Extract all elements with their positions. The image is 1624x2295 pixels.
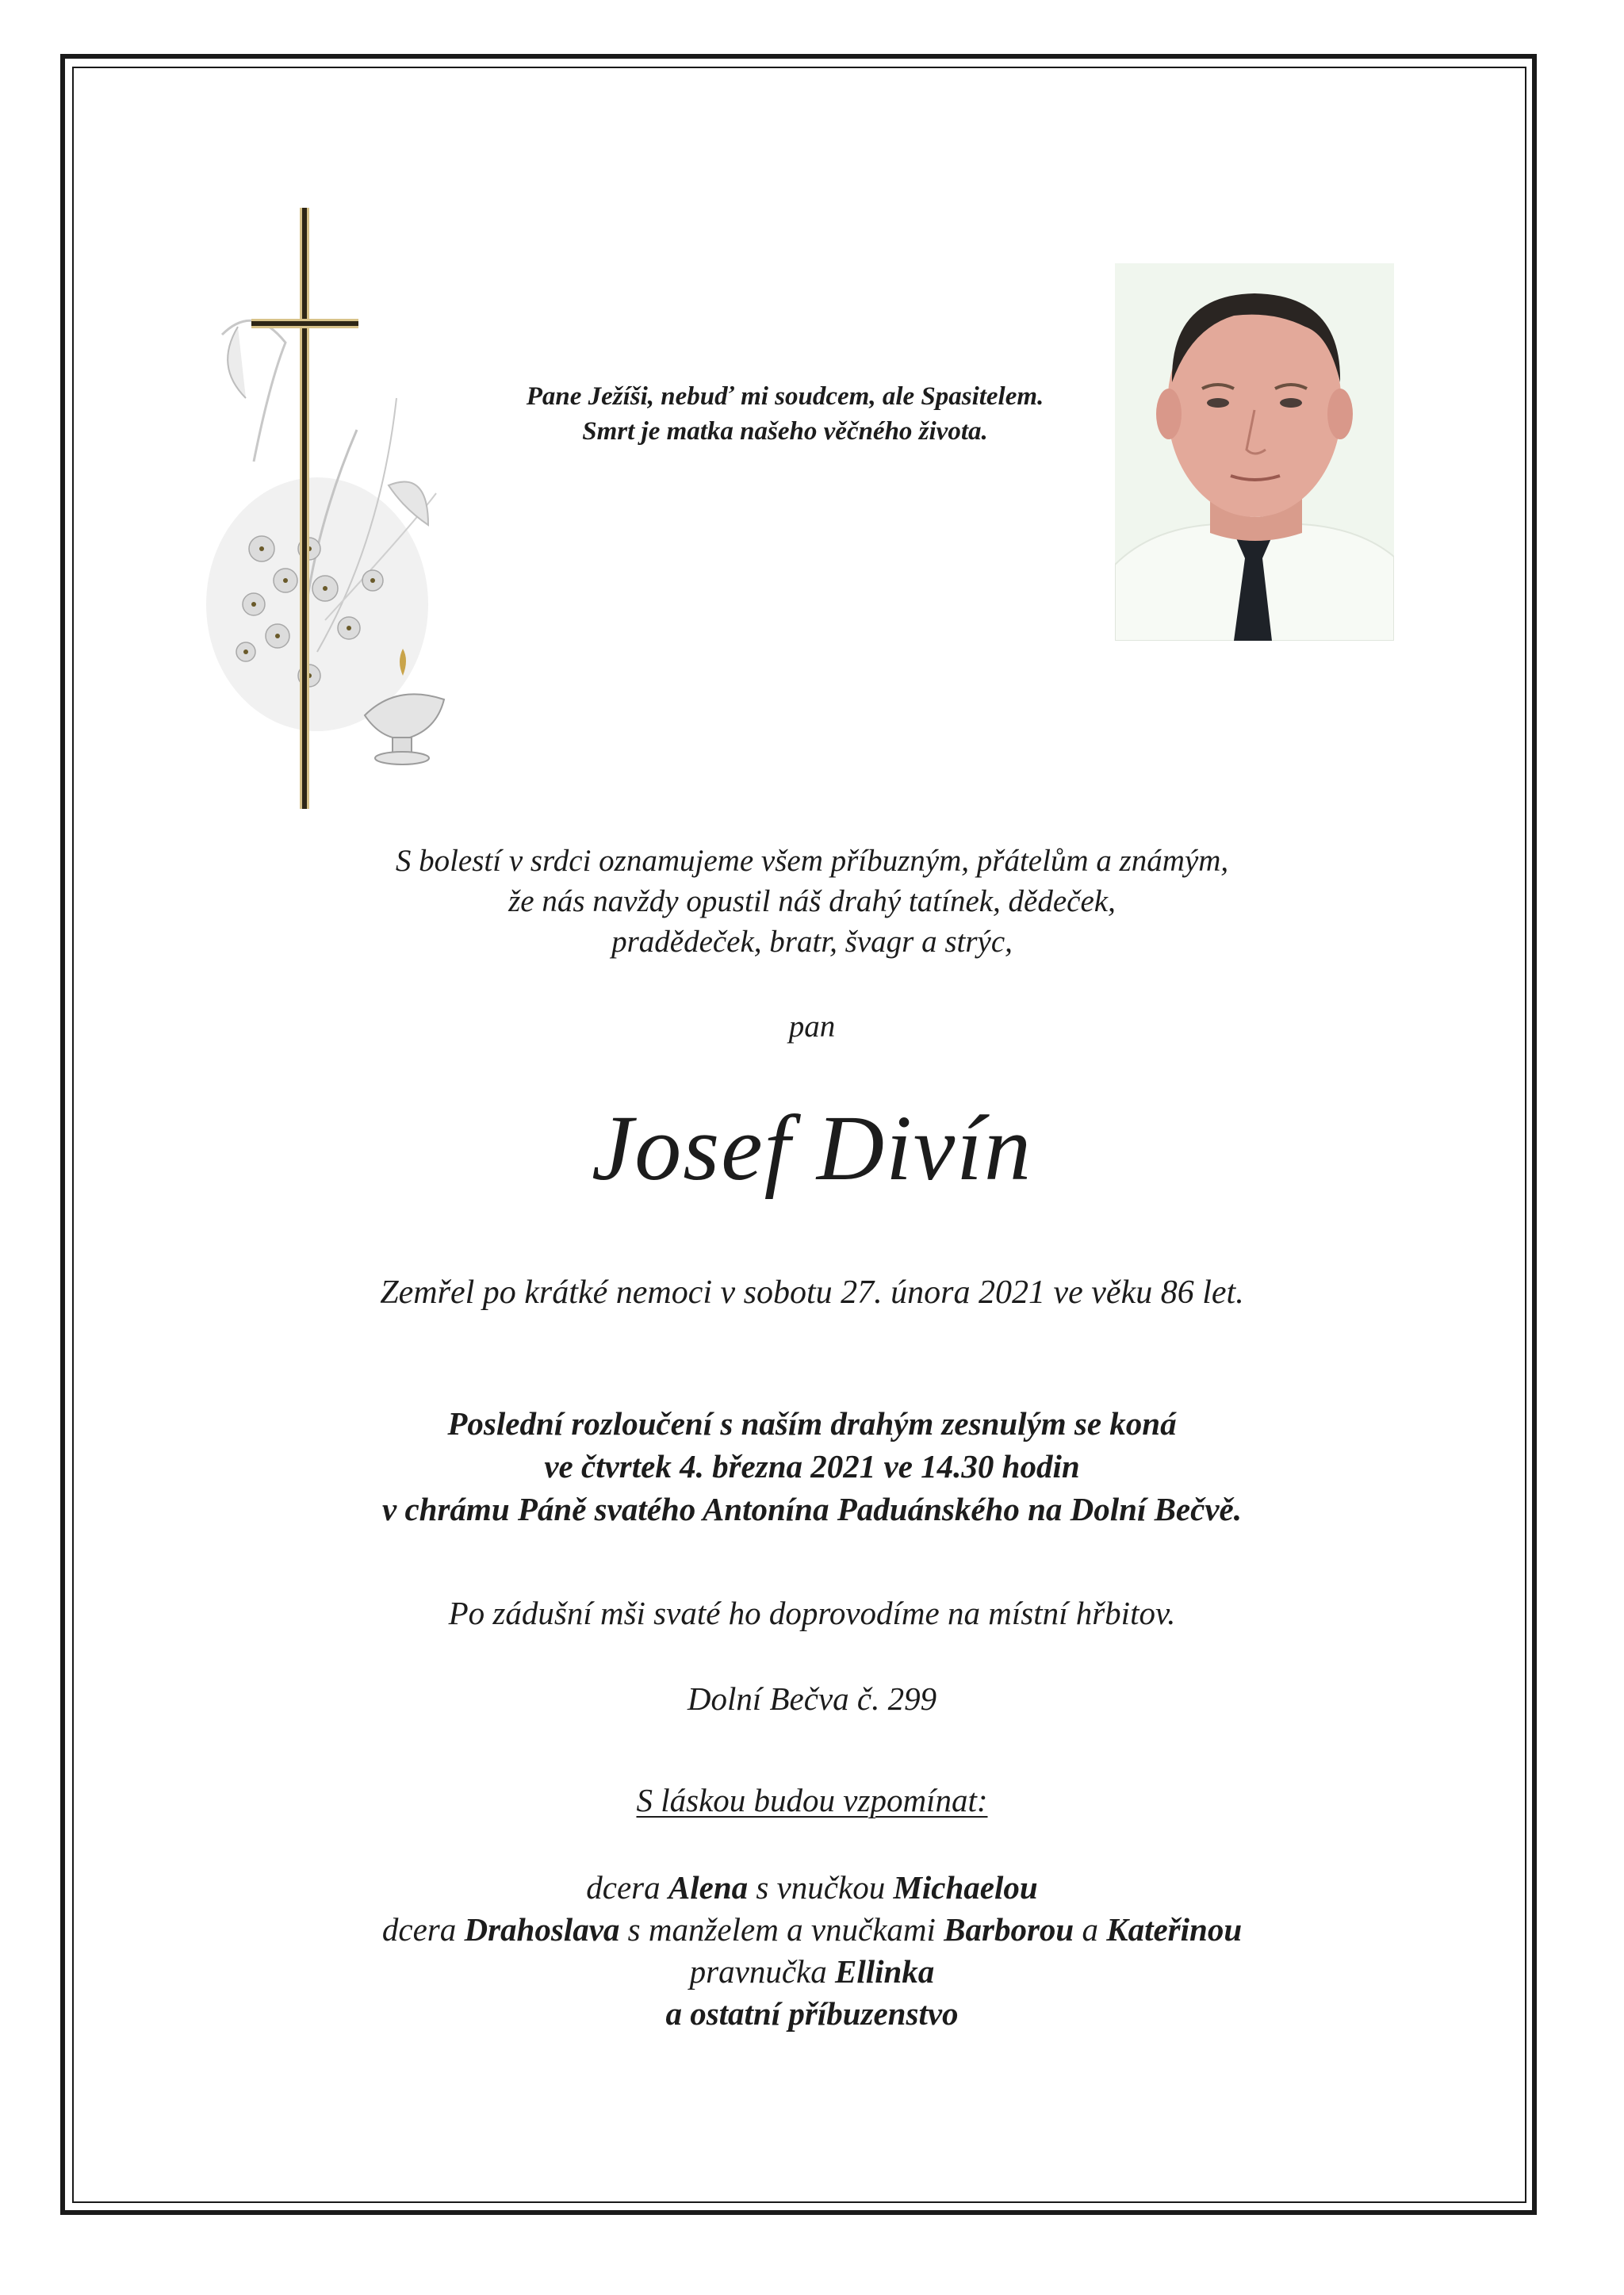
mourner-text: s manželem a vnučkami <box>619 1911 944 1948</box>
mourner-text: a <box>1074 1911 1107 1948</box>
motto-line-2: Smrt je matka našeho věčného života. <box>582 417 988 446</box>
mourner-name: Michaelou <box>893 1869 1038 1906</box>
mourners-title <box>0 1781 1624 1819</box>
mourner-line-2 <box>0 1909 1624 1951</box>
mourner-relatives: a ostatní příbuzenstvo <box>665 1995 959 2032</box>
portrait-photo <box>1115 263 1394 641</box>
mourner-text: dcera <box>381 1911 465 1948</box>
announcement <box>0 841 1624 962</box>
address: Dolní Bečva č. 299 <box>687 1680 937 1717</box>
mourner-line-4 <box>0 1993 1624 2035</box>
mourners-list <box>0 1867 1624 2035</box>
mourner-text: s vnučkou <box>748 1869 894 1906</box>
farewell-line-3: v chrámu Páně svatého Antonína Paduánského na Dolní Bečvě. <box>382 1491 1242 1527</box>
deceased-name: Josef Divín <box>591 1096 1033 1200</box>
mourner-name: Kateřinou <box>1106 1911 1243 1948</box>
mourner-text: dcera <box>586 1869 668 1906</box>
mourner-name: Alena <box>668 1869 749 1906</box>
announcement-line-3: pradědeček, bratr, švagr a strýc, <box>611 925 1013 959</box>
honorific: pan <box>788 1010 836 1044</box>
mourner-name: Barborou <box>944 1911 1074 1948</box>
mourner-name: Ellinka <box>834 1953 935 1990</box>
mourner-text: pravnučka <box>689 1953 835 1990</box>
death-notice: Zemřel po krátké nemoci v sobotu 27. února 2021 ve věku 86 let. <box>380 1274 1244 1311</box>
farewell-line-2: ve čtvrtek 4. března 2021 ve 14.30 hodin <box>544 1448 1080 1485</box>
religious-motto <box>444 379 1126 449</box>
mourners-title-text: S láskou budou vzpomínat: <box>636 1782 988 1818</box>
mourner-line-1 <box>0 1867 1624 1909</box>
mourner-line-3 <box>0 1951 1624 1993</box>
burial-note: Po zádušní mši svaté ho doprovodíme na místní hřbitov. <box>448 1595 1176 1631</box>
farewell-details <box>0 1402 1624 1531</box>
announcement-line-2: že nás navždy opustil náš drahý tatínek, dědeček, <box>508 884 1116 918</box>
announcement-line-1: S bolestí v srdci oznamujeme všem příbuzným, přátelům a známým, <box>395 844 1229 878</box>
motto-line-1: Pane Ježíši, nebuď mi soudcem, ale Spasitelem. <box>526 382 1044 411</box>
mourner-name: Drahoslava <box>464 1911 620 1948</box>
farewell-line-1: Poslední rozloučení s naším drahým zesnulým se koná <box>447 1405 1177 1442</box>
cross-with-lilies-icon <box>190 208 508 810</box>
